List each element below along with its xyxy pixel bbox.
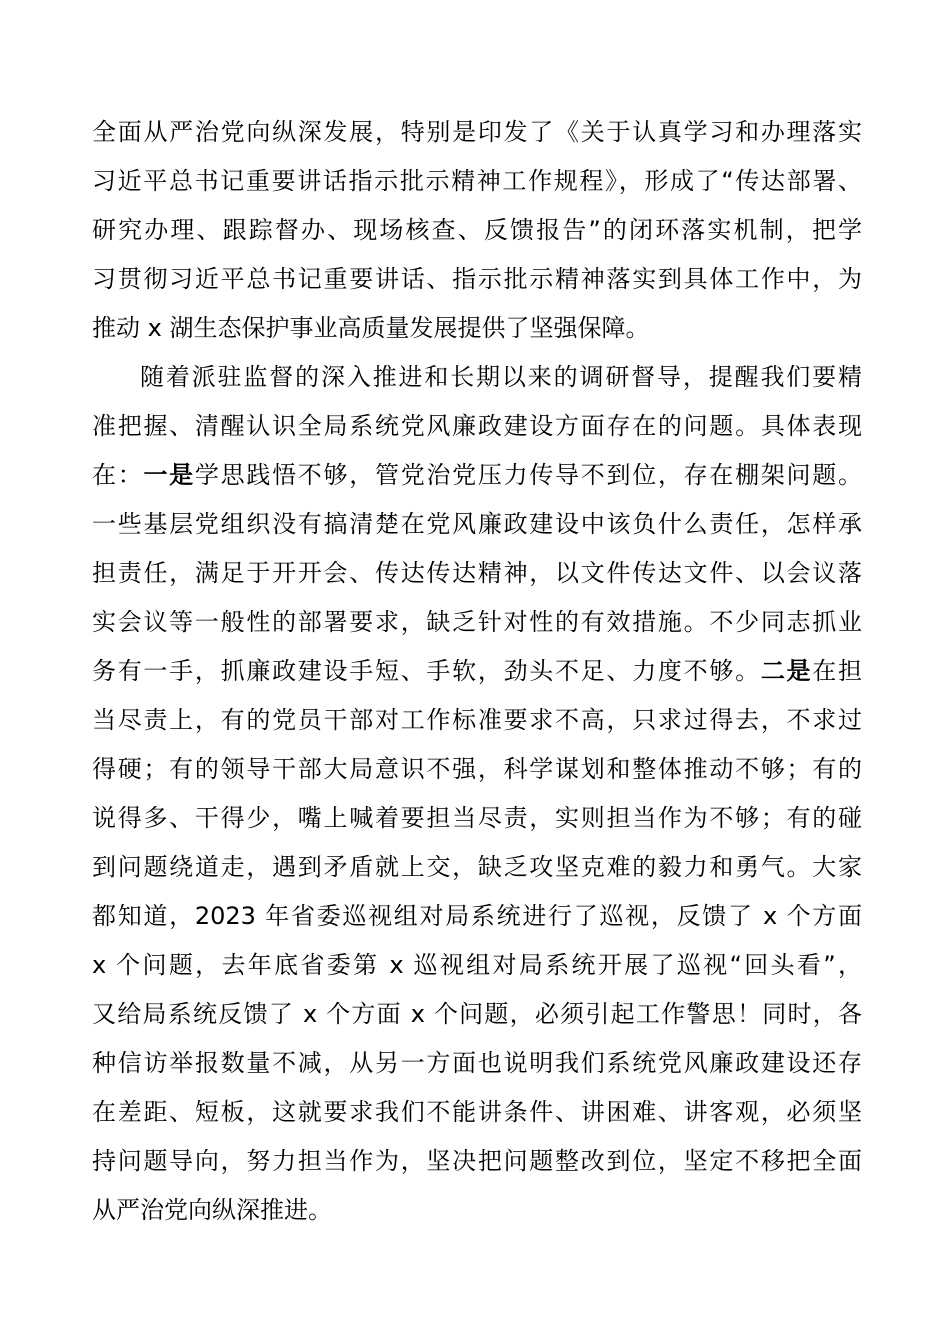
text-run: 在担	[812, 657, 862, 685]
text-line-with-emphasis	[92, 647, 862, 696]
text-line: 担责任，满足于开开会、传达传达精神，以文件传达文件、以会议落	[92, 559, 862, 587]
paragraph-1	[92, 108, 862, 353]
paragraph-2	[92, 353, 862, 1235]
text-line: 习近平总书记重要讲话指示批示精神工作规程》，形成了“传达部署、	[92, 167, 862, 195]
text-line: 都知道，2023 年省委巡视组对局系统进行了巡视，反馈了 x 个方面	[92, 902, 862, 930]
text-run: 在：	[92, 461, 144, 489]
text-line: 研究办理、跟踪督办、现场核查、反馈报告”的闭环落实机制，把学	[92, 216, 862, 244]
text-line: x 个问题，去年底省委第 x 巡视组对局系统开展了巡视“回头看”，	[92, 951, 862, 979]
text-line: 推动 x 湖生态保护事业高质量发展提供了坚强保障。	[92, 314, 650, 342]
text-line: 持问题导向，努力担当作为，坚决把问题整改到位，坚定不移把全面	[92, 1147, 862, 1175]
text-run: 务有一手，抓廉政建设手短、手软，劲头不足、力度不够。	[92, 657, 761, 685]
text-line: 得硬；有的领导干部大局意识不强，科学谋划和整体推动不够；有的	[92, 755, 862, 783]
text-line: 随着派驻监督的深入推进和长期以来的调研督导，提醒我们要精	[140, 363, 862, 391]
text-line: 种信访举报数量不减，从另一方面也说明我们系统党风廉政建设还存	[92, 1049, 862, 1077]
text-line: 准把握、清醒认识全局系统党风廉政建设方面存在的问题。具体表现	[92, 412, 862, 440]
emphasis-second: 二是	[760, 657, 813, 685]
text-line: 又给局系统反馈了 x 个方面 x 个问题，必须引起工作警思！同时，各	[92, 1000, 862, 1028]
text-line: 从严治党向纵深推进。	[92, 1196, 332, 1224]
text-run: 学思践悟不够，管党治党压力传导不到位，存在棚架问题。	[194, 461, 862, 489]
text-line-with-emphasis	[92, 451, 862, 500]
text-line: 习贯彻习近平总书记重要讲话、指示批示精神落实到具体工作中，为	[92, 265, 862, 293]
emphasis-first: 一是	[143, 461, 195, 489]
text-line: 一些基层党组织没有搞清楚在党风廉政建设中该负什么责任，怎样承	[92, 510, 862, 538]
text-line: 全面从严治党向纵深发展，特别是印发了《关于认真学习和办理落实	[92, 118, 862, 146]
document-body	[92, 108, 862, 1235]
text-line: 在差距、短板，这就要求我们不能讲条件、讲困难、讲客观，必须坚	[92, 1098, 862, 1126]
text-line: 到问题绕道走，遇到矛盾就上交，缺乏攻坚克难的毅力和勇气。大家	[92, 853, 862, 881]
text-line: 说得多、干得少，嘴上喊着要担当尽责，实则担当作为不够；有的碰	[92, 804, 862, 832]
text-line: 当尽责上，有的党员干部对工作标准要求不高，只求过得去，不求过	[92, 706, 862, 734]
text-line: 实会议等一般性的部署要求，缺乏针对性的有效措施。不少同志抓业	[92, 608, 862, 636]
